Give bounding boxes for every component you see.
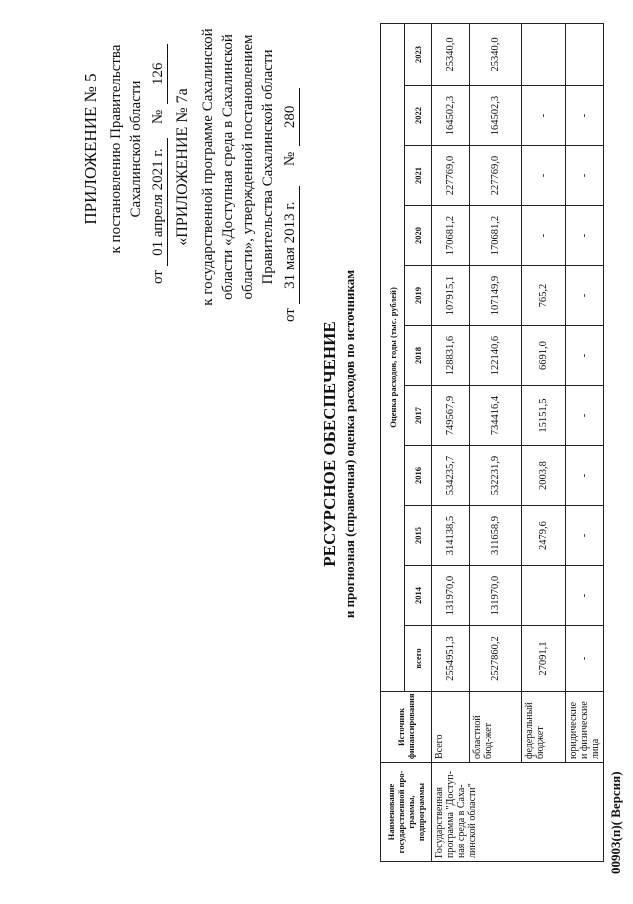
value-cell: - xyxy=(566,386,604,446)
value-cell: - xyxy=(566,566,604,626)
value-cell: 2527860,2 xyxy=(470,626,522,692)
value-cell: - xyxy=(522,146,566,206)
value-cell: 6691,0 xyxy=(522,326,566,386)
resources-table xyxy=(380,23,604,862)
appendix-5-from-label: от xyxy=(150,270,166,284)
value-cell: 170681,2 xyxy=(470,206,522,266)
appendix-7a-date-row xyxy=(280,12,300,322)
value-cell: 107149,9 xyxy=(470,266,522,326)
header-source: Источник финансирования xyxy=(381,692,432,763)
value-cell: - xyxy=(566,326,604,386)
year-header: 2017 xyxy=(405,386,432,446)
value-cell: 2003,8 xyxy=(522,446,566,506)
year-header: 2018 xyxy=(405,326,432,386)
value-cell: 164502,3 xyxy=(432,86,470,146)
table-header-row xyxy=(381,23,405,861)
year-header: 2019 xyxy=(405,266,432,326)
document-title-block xyxy=(320,214,358,674)
source-cell: федеральный бюджет xyxy=(522,692,566,763)
value-cell: 25340,0 xyxy=(432,23,470,85)
year-header: 2021 xyxy=(405,146,432,206)
value-cell xyxy=(566,23,604,85)
document-title: РЕСУРСНОЕ ОБЕСПЕЧЕНИЕ xyxy=(320,321,339,567)
document-subtitle: и прогнозная (справочная) оценка расходов по источникам xyxy=(342,269,357,619)
year-header: 2015 xyxy=(405,506,432,566)
appendix-7a-block xyxy=(172,12,300,322)
value-cell: 25340,0 xyxy=(470,23,522,85)
value-cell: - xyxy=(522,86,566,146)
source-cell: областной бюд-жет xyxy=(470,692,522,763)
value-cell: 2479,6 xyxy=(522,506,566,566)
year-header: 2022 xyxy=(405,86,432,146)
value-cell: - xyxy=(566,86,604,146)
header-program: Наименование государственной про-граммы, подпрограммы xyxy=(381,763,432,862)
value-cell: 2554951,3 xyxy=(432,626,470,692)
appendix-5-number: 126 xyxy=(150,44,168,104)
value-cell: 107915,1 xyxy=(432,266,470,326)
year-header: 2014 xyxy=(405,566,432,626)
value-cell: - xyxy=(566,206,604,266)
appendix-7a-line2: области «Доступная среда в Сахалинской xyxy=(220,34,236,300)
source-cell: юридические и физические лица xyxy=(566,692,604,763)
value-cell: - xyxy=(566,146,604,206)
value-cell: 765,2 xyxy=(522,266,566,326)
value-cell: 128831,6 xyxy=(432,326,470,386)
value-cell: 311658,9 xyxy=(470,506,522,566)
value-cell: 15151,5 xyxy=(522,386,566,446)
appendix-5-date: 01 апреля 2021 г. xyxy=(150,138,168,266)
appendix-5-line1: к постановлению Правительства xyxy=(108,44,124,254)
value-cell: 227769,0 xyxy=(432,146,470,206)
program-name: Государственная программа "Доступ-ная среда в Саха-линской области" xyxy=(432,763,604,862)
value-cell: 749567,9 xyxy=(432,386,470,446)
value-cell: 534235,7 xyxy=(432,446,470,506)
appendix-7a-number: 280 xyxy=(282,88,300,146)
appendix-5-no-label: № xyxy=(150,109,166,125)
table-row xyxy=(522,23,566,861)
year-header: 2023 xyxy=(405,23,432,85)
appendix-5-date-row xyxy=(148,14,168,284)
appendix-7a-title: «ПРИЛОЖЕНИЕ № 7а xyxy=(174,88,191,246)
table-row xyxy=(432,23,470,861)
value-cell: 734416,4 xyxy=(470,386,522,446)
value-cell: 227769,0 xyxy=(470,146,522,206)
appendix-7a-date: 31 мая 2013 г. xyxy=(282,186,300,304)
year-header: всего xyxy=(405,626,432,692)
header-estimate: Оценка расходов, годы (тыс. рублей) xyxy=(381,23,405,691)
value-cell: 131970,0 xyxy=(432,566,470,626)
appendix-5-title: ПРИЛОЖЕНИЕ № 5 xyxy=(81,73,100,225)
appendix-7a-from-label: от xyxy=(282,308,298,322)
value-cell: 164502,3 xyxy=(470,86,522,146)
table-row xyxy=(566,23,604,861)
value-cell: 122140,6 xyxy=(470,326,522,386)
value-cell: - xyxy=(522,206,566,266)
value-cell: - xyxy=(566,266,604,326)
table-row xyxy=(470,23,522,861)
appendix-7a-line4: Правительства Сахалинской области xyxy=(260,49,276,285)
appendix-7a-line1: к государственной программе Сахалинской xyxy=(200,28,216,306)
value-cell: 170681,2 xyxy=(432,206,470,266)
value-cell xyxy=(522,566,566,626)
value-cell: 27091,1 xyxy=(522,626,566,692)
value-cell: - xyxy=(566,506,604,566)
year-header: 2020 xyxy=(405,206,432,266)
resources-table-wrap xyxy=(380,23,604,862)
appendix-7a-no-label: № xyxy=(282,151,298,167)
appendix-5-block xyxy=(80,14,168,284)
appendix-5-line2: Сахалинской области xyxy=(128,80,144,218)
value-cell: - xyxy=(566,626,604,692)
version-footer: 00903(п)( Версия) xyxy=(608,771,623,874)
value-cell: 532231,9 xyxy=(470,446,522,506)
value-cell: 314138,5 xyxy=(432,506,470,566)
year-header: 2016 xyxy=(405,446,432,506)
value-cell xyxy=(522,23,566,85)
value-cell: - xyxy=(566,446,604,506)
appendix-7a-line3: области», утвержденной постановлением xyxy=(240,34,256,300)
value-cell: 131970,0 xyxy=(470,566,522,626)
source-cell: Всего xyxy=(432,692,470,763)
